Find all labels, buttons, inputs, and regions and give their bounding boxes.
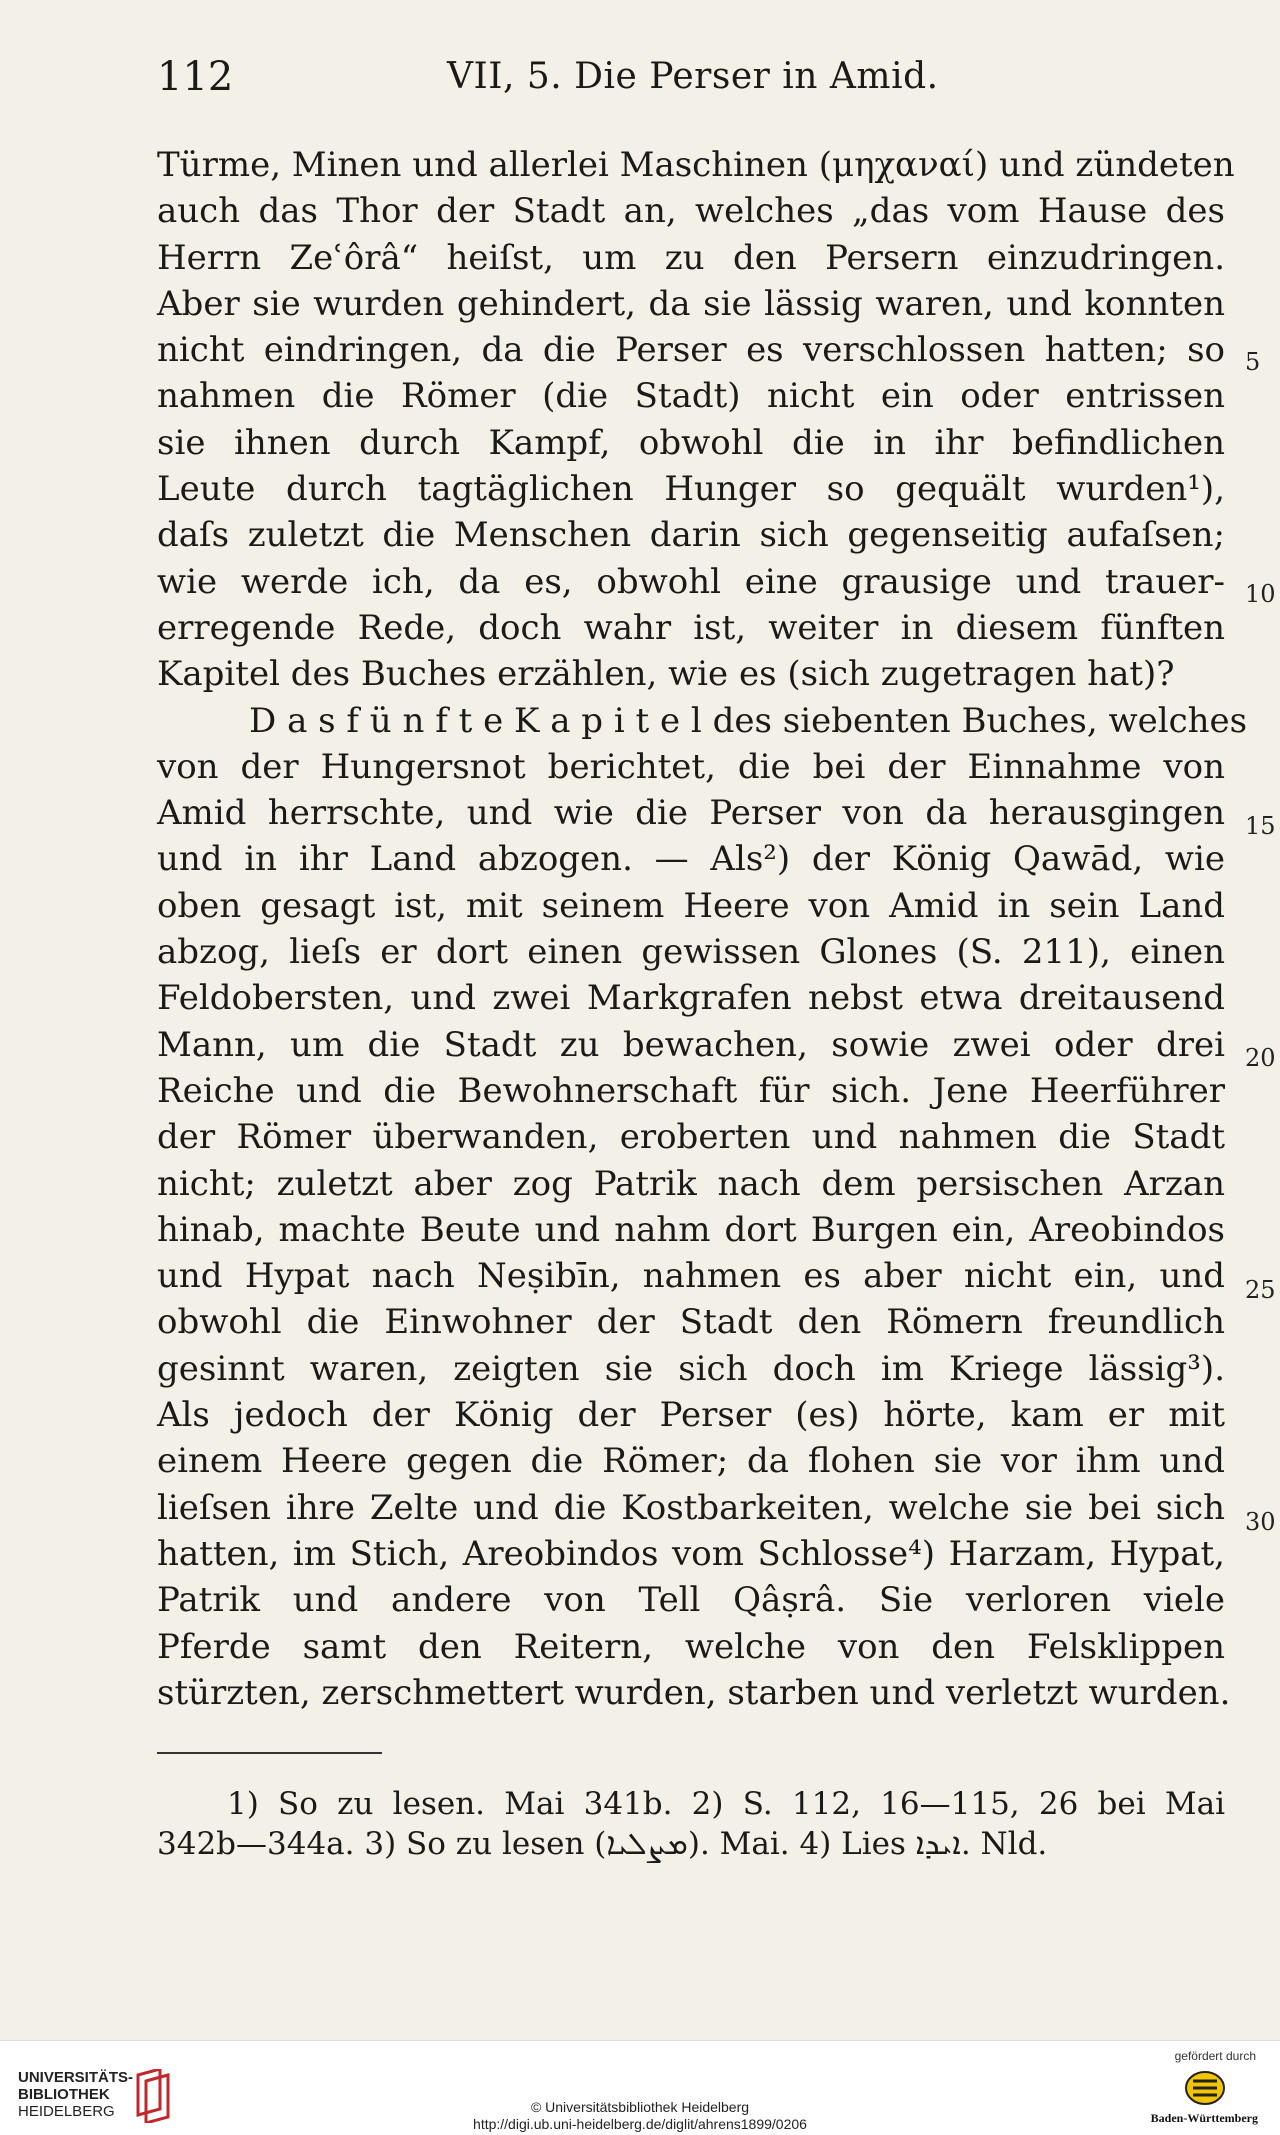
- coat-of-arms-icon: [1185, 2071, 1225, 2105]
- line-number: 10: [1245, 580, 1276, 608]
- text-line: lieſsen ihre Zelte und die Kostbarkeiten, welche sie bei sich: [157, 1487, 1225, 1528]
- library-name-line: UNIVERSITÄTS-: [18, 2069, 134, 2086]
- text-line: der Römer überwanden, eroberten und nahmen die Stadt: [157, 1117, 1225, 1158]
- chapter-heading-line: D a s f ü n f t e K a p i t e l des siebenten Buches, welches: [249, 700, 1248, 741]
- text-line: und in ihr Land abzogen. — Als²) der König Qawād, wie: [157, 839, 1225, 880]
- text-line: nicht; zuletzt aber zog Patrik nach dem persischen Arzan: [157, 1163, 1225, 1204]
- text-line: nahmen die Römer (die Stadt) nicht ein oder entrissen: [157, 376, 1225, 417]
- line-number: 25: [1245, 1276, 1276, 1304]
- text-line: einem Heere gegen die Römer; da flohen sie vor ihm und: [157, 1441, 1225, 1482]
- text-line: von der Hungersnot berichtet, die bei der Einnahme von: [157, 746, 1225, 787]
- funded-by-label: gefördert durch: [1174, 2049, 1256, 2063]
- text-line: auch das Thor der Stadt an, welches „das vom Hause des: [157, 191, 1225, 232]
- line-number: 30: [1245, 1508, 1276, 1536]
- text-line: Türme, Minen und allerlei Maschinen (μηχαναί) und zündeten: [157, 145, 1235, 185]
- text-line: daſs zuletzt die Menschen darin sich gegenseitig aufaſsen;: [157, 515, 1225, 556]
- footnote-line: 1) So zu lesen. Mai 341b. 2) S. 112, 16—115, 26 bei Mai: [227, 1786, 1225, 1822]
- funder-name: Baden-Württemberg: [1150, 2111, 1258, 2125]
- text-line: Aber sie wurden gehindert, da sie lässig waren, und konnten: [157, 283, 1225, 324]
- copyright-text: © Universitätsbibliothek Heidelberg: [530, 2099, 750, 2115]
- text-line: Leute durch tagtäglichen Hunger so gequält wurden¹),: [157, 469, 1225, 510]
- text-line: erregende Rede, doch wahr ist, weiter in diesem fünften: [157, 607, 1225, 648]
- text-line: Herrn Zeʿôrâ“ heiſst, um zu den Persern einzudringen.: [157, 237, 1225, 278]
- text-line: Feldobersten, und zwei Markgrafen nebst etwa dreitausend: [157, 978, 1225, 1019]
- text-line: abzog, lieſs er dort einen gewissen Glones (S. 211), einen: [157, 932, 1225, 973]
- text-line: Mann, um die Stadt zu bewachen, sowie zwei oder drei: [157, 1024, 1225, 1065]
- running-header: [157, 52, 1225, 102]
- line-number: 20: [1245, 1044, 1276, 1072]
- text-line: nicht eindringen, da die Perser es verschlossen hatten; so: [157, 330, 1225, 371]
- footnote-line: 342b—344a. 3) So zu lesen (ܡܨܠܝܐ). Mai. 4) Lies ܐܝܕܐ. Nld.: [157, 1826, 1048, 1862]
- library-name-line: BIBLIOTHEK: [18, 2086, 110, 2103]
- running-title: VII, 5. Die Perser in Amid.: [447, 56, 939, 97]
- copyright-block: [0, 2099, 1280, 2133]
- text-line: Als jedoch der König der Perser (es) hörte, kam er mit: [157, 1395, 1225, 1436]
- line-number: 15: [1245, 812, 1276, 840]
- text-line: Patrik und andere von Tell Qâṣrâ. Sie verloren viele: [157, 1580, 1225, 1621]
- text-line: hinab, machte Beute und nahm dort Burgen ein, Areobindos: [157, 1209, 1225, 1250]
- text-line: Amid herrschte, und wie die Perser von da herausgingen: [157, 793, 1225, 834]
- text-line: oben gesagt ist, mit seinem Heere von Amid in sein Land: [157, 885, 1225, 926]
- text-line: Reiche und die Bewohnerschaft für sich. Jene Heerführer: [157, 1070, 1225, 1111]
- text-line: Pferde samt den Reitern, welche von den Felsklippen: [157, 1626, 1225, 1667]
- text-line: wie werde ich, da es, obwohl eine grausige und trauer-: [157, 561, 1225, 602]
- main-text: [157, 142, 1248, 1716]
- text-line: hatten, im Stich, Areobindos vom Schlosse⁴) Harzam, Hypat,: [157, 1533, 1225, 1574]
- text-line: und Hypat nach Neṣibīn, nahmen es aber nicht ein, und: [157, 1256, 1225, 1297]
- footnote-divider: [157, 1752, 382, 1754]
- footnotes: [157, 1784, 1225, 1864]
- permalink[interactable]: http://digi.ub.uni-heidelberg.de/diglit/ahrens1899/0206: [473, 2116, 807, 2132]
- library-name-line: HEIDELBERG: [18, 2103, 115, 2120]
- digitization-footer: [0, 2040, 1280, 2135]
- line-number: 5: [1245, 348, 1261, 376]
- text-line: Kapitel des Buches erzählen, wie es (sich zugetragen hat)?: [157, 654, 1175, 695]
- text-line: obwohl die Einwohner der Stadt den Römern freundlich: [157, 1302, 1225, 1343]
- text-line: gesinnt waren, zeigten sie sich doch im Kriege lässig³).: [157, 1348, 1225, 1389]
- page-number: 112: [157, 54, 234, 100]
- text-line: stürzten, zerschmettert wurden, starben und verletzt wurden.: [157, 1672, 1231, 1713]
- text-line: sie ihnen durch Kampf, obwohl die in ihr befindlichen: [157, 422, 1225, 463]
